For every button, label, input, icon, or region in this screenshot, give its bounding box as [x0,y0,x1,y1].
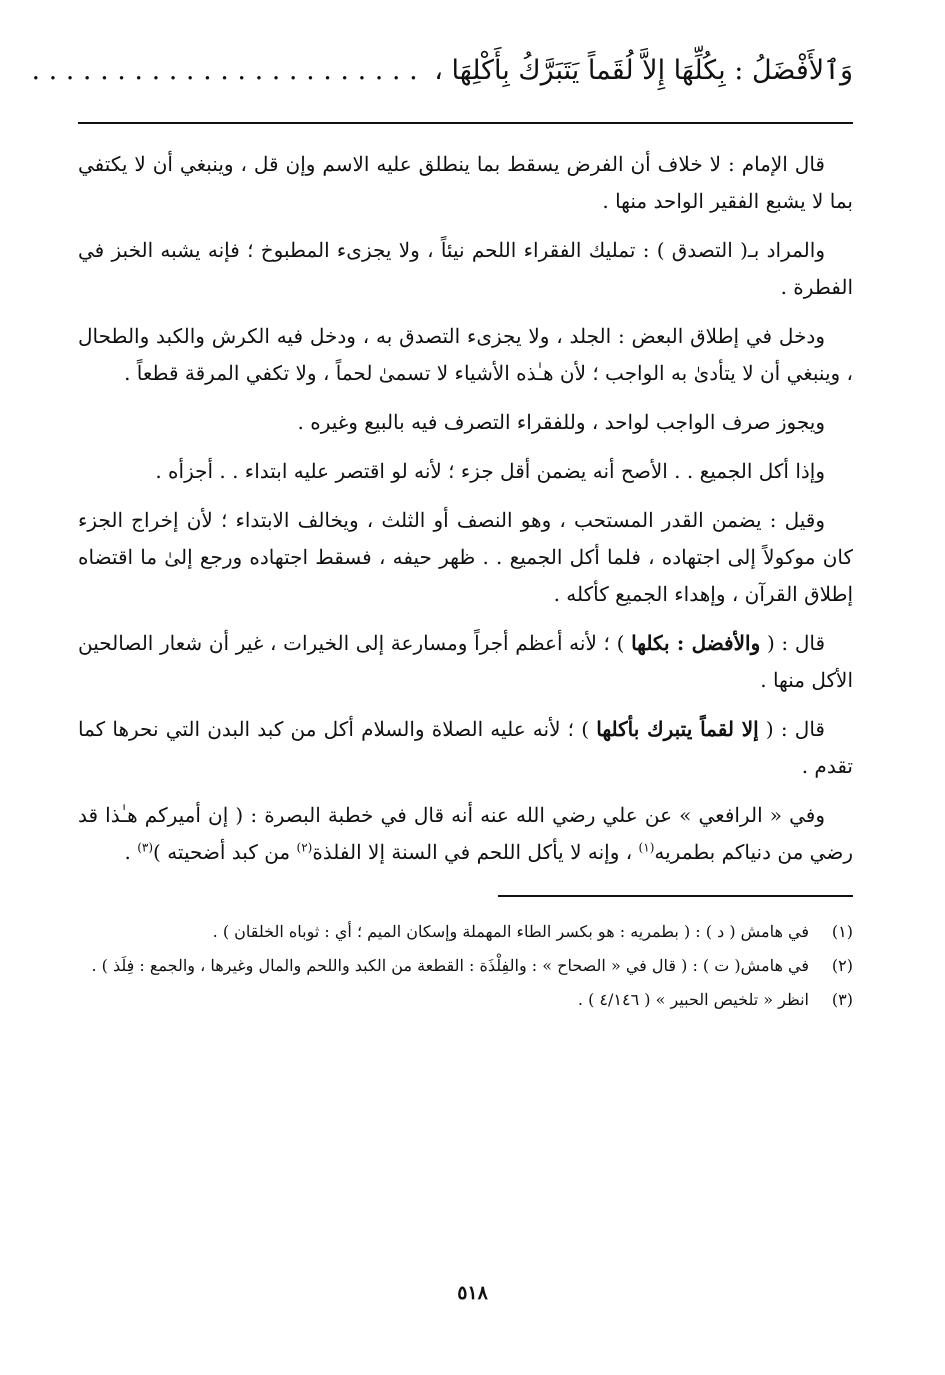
paragraph: والمراد بـ( التصدق ) : تمليك الفقراء اللحم نيئاً ، ولا يجزىء المطبوخ ؛ فإنه يشبه الخبز في الفطرة . [78,238,853,299]
quote-suffix: ) ؛ لأنه أعظم أجراً ومسارعة إلى الخيرات ، غير أن شعار الصالحين الأكل منها . [78,631,853,692]
footnote-ref: (١) [638,840,655,855]
footnote [78,917,853,947]
paragraph: وقيل : يضمن القدر المستحب ، وهو النصف أو الثلث ، ويخالف الابتداء ؛ لأن إخراج الجزء كان موكولاً إلى اجتهاده ، فلما أكل الجميع . . ظهر حيفه ، فسقط اجتهاده ورجع إلىٰ ما اقتضاه إطلاق القرآن ، وإهداء الجميع كأكله . [78,508,853,606]
text-part: وفي « الرافعي » عن علي رضي الله عنه أنه قال في خطبة البصرة : ( إن أميركم هـٰذا قد رضي من دنياكم بطمريه [78,803,853,864]
footnote-rule [498,895,853,897]
footnote-text: في هامش( ت ) : ( قال في « الصحاح » : والفِلْذَة : القطعة من الكبد واللحم والمال وغيرها ، والجمع : فِلَذ ) . [91,956,809,975]
paragraph-ali [78,797,853,871]
quote-suffix: ) ؛ لأنه عليه الصلاة والسلام أكل من كبد البدن التي نحرها كما تقدم . [78,717,853,778]
paragraph: قال الإمام : لا خلاف أن الفرض يسقط بما ينطلق عليه الاسم وإن قل ، وينبغي أن لا يكتفي بما لا يشبع الفقير الواحد منها . [78,152,853,213]
footnotes [78,917,853,1015]
header-dots: . . . . . . . . . . . . . . . . . . . . . . . [31,55,418,86]
quote-bold: والأفضل : بكلها [631,631,761,655]
footnote-number: (٢) [831,956,853,975]
quote-bold: إلا لقماً يتبرك بأكلها [596,717,759,741]
footnote-number: (٣) [831,990,853,1009]
paragraph: وإذا أكل الجميع . . الأصح أنه يضمن أقل جزء ؛ لأنه لو اقتصر عليه ابتداء . . أجزأه . [155,459,825,483]
header-rule [78,122,853,124]
header-text: وَٱلأَفْضَلُ : بِكُلِّهَا إِلاَّ لُقَماً يَتَبَرَّكُ بِأَكْلِهَا ، [434,55,853,86]
text-part: ، وإنه لا يأكل اللحم في السنة إلا الفلذة [312,840,639,864]
main-text [78,146,853,871]
footnote-ref: (٣) [137,840,154,855]
text-part: من كبد أضحيته ) [153,840,297,864]
footnote [78,951,853,981]
footnote-text: في هامش ( د ) : ( بطمريه : هو بكسر الطاء المهملة وإسكان الميم ؛ أي : ثوباه الخلقان ) . [212,922,809,941]
paragraph-quote [78,711,853,785]
paragraph: ودخل في إطلاق البعض : الجلد ، ولا يجزىء التصدق به ، ودخل فيه الكرش والكبد والطحال ، وينبغي أن لا يتأدىٰ به الواجب ؛ لأن هـٰذه الأشياء لا تسمىٰ لحماً ، ولا تكفي المرقة قطعاً . [78,324,853,385]
footnote-text: انظر « تلخيص الحبير » ( ٤/١٤٦ ) . [577,990,809,1009]
footnote-ref: (٢) [296,840,313,855]
footnote [78,985,853,1015]
paragraph-quote [78,625,853,699]
quote-prefix: قال : ( [766,631,826,655]
book-page [31,40,853,1019]
paragraph: ويجوز صرف الواجب لواحد ، وللفقراء التصرف فيه بالبيع وغيره . [297,410,825,434]
page-number: ٥١٨ [457,1282,488,1304]
running-header [31,40,853,102]
quote-prefix: قال : ( [765,717,825,741]
footnote-number: (١) [831,922,853,941]
text-part: . [124,840,138,864]
